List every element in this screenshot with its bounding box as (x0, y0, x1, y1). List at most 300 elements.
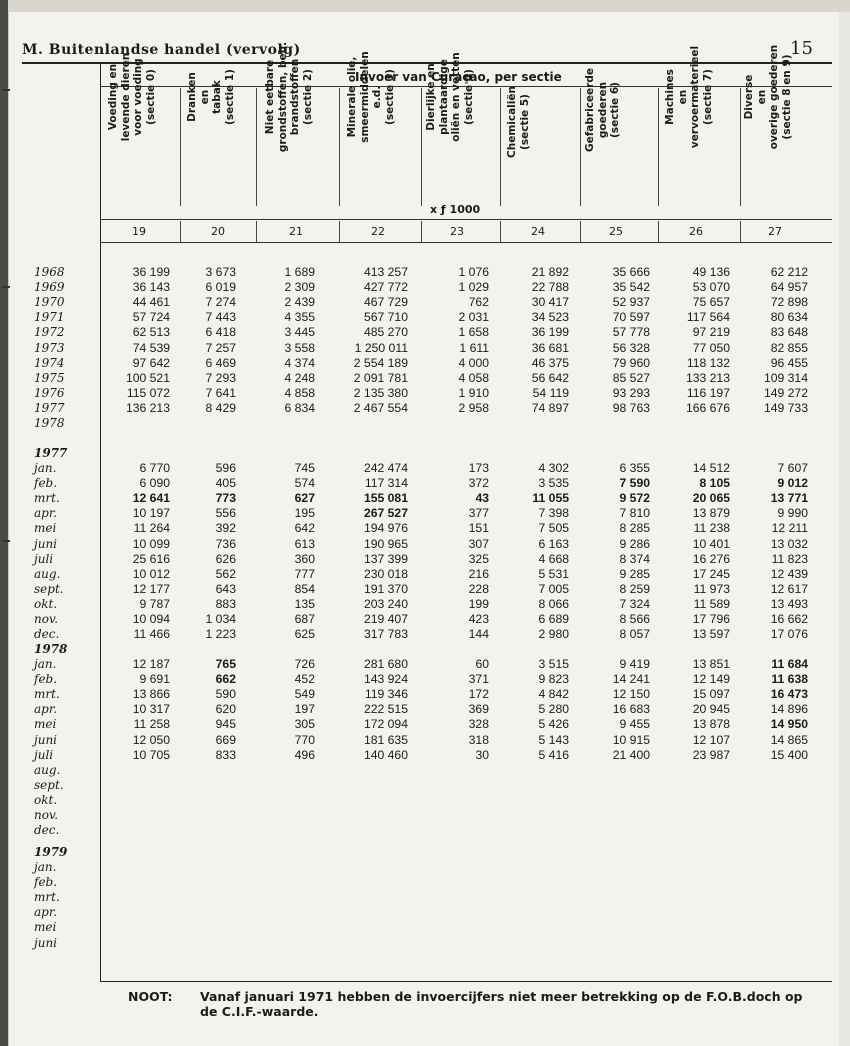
table-cell: 93 293 (612, 385, 650, 400)
table-cell: 60 (475, 657, 489, 671)
table-cell: 8 057 (619, 627, 650, 642)
table-cell: 14 950 (770, 717, 808, 732)
table-cell: 172 (468, 687, 489, 702)
table-cell: 219 407 (363, 612, 408, 626)
column-number-separator (740, 221, 741, 243)
table-cell: 140 460 (363, 747, 408, 762)
table-cell: 7 398 (538, 506, 569, 521)
table-cell: 100 521 (125, 370, 170, 385)
table-cell: 21 400 (612, 747, 650, 762)
table-cell: 8 374 (619, 551, 650, 566)
table-cell: 155 081 (363, 491, 408, 506)
column-number: 20 (211, 225, 225, 238)
table-cell: 1 034 (205, 612, 236, 626)
row-label: sept. (34, 581, 64, 596)
column-number: 19 (132, 225, 146, 238)
table-cell: 5 531 (538, 566, 569, 581)
block-year-title: 1979 (34, 845, 68, 859)
table-cell: 7 810 (619, 506, 650, 521)
table-cell: 8 429 (205, 400, 236, 415)
table-cell: 5 426 (538, 717, 569, 732)
table-cell: 8 566 (619, 612, 650, 626)
table-cell: 625 (294, 627, 315, 642)
table-cell: 12 187 (132, 657, 170, 671)
table-cell: 9 823 (538, 672, 569, 687)
table-cell: 9 455 (619, 717, 650, 732)
table-cell: 1 250 011 (354, 340, 408, 355)
column-number-separator (339, 221, 340, 243)
table-cell: 143 924 (363, 672, 408, 687)
table-cell: 2 439 (284, 295, 315, 310)
block-year-title: 1978 (34, 642, 68, 656)
table-cell: 2 554 189 (353, 355, 408, 370)
table-cell: 883 (215, 596, 236, 611)
table-cell: 11 258 (133, 717, 170, 732)
table-cell: 97 219 (692, 325, 730, 340)
table-cell: 2 031 (458, 310, 489, 325)
table-cell: 5 143 (538, 732, 569, 747)
column-number-rule (100, 242, 832, 243)
table-cell: 116 197 (686, 385, 730, 400)
table-cell: 144 (468, 627, 489, 642)
table-cell: 770 (294, 732, 315, 747)
table-cell: 945 (215, 717, 236, 732)
table-cell: 16 276 (692, 551, 730, 566)
table-cell: 10 099 (132, 536, 170, 551)
table-cell: 12 050 (132, 732, 170, 747)
table-cell: 613 (294, 536, 315, 551)
table-cell: 11 638 (771, 672, 808, 687)
table-cell: 371 (468, 672, 489, 687)
row-label: mei (34, 717, 57, 732)
column-separator (580, 88, 581, 206)
table-cell: 23 987 (692, 747, 730, 762)
row-label: okt. (34, 792, 58, 807)
table-cell: 56 642 (531, 370, 569, 385)
table-cell: 13 851 (692, 657, 730, 671)
page-binding-edge (0, 0, 8, 1046)
table-bottom-rule (100, 981, 832, 982)
table-cell: 6 689 (538, 612, 569, 626)
table-cell: 242 474 (363, 461, 408, 475)
table-cell: 135 (294, 596, 315, 611)
column-separator (658, 88, 659, 206)
table-cell: 52 937 (612, 295, 650, 310)
table-cell: 190 965 (363, 536, 408, 551)
table-cell: 467 729 (363, 295, 408, 310)
table-cell: 7 590 (619, 476, 650, 491)
column-heading-text: Niet eetbare grondstoffen, beh. brandstoffen (sectie 2) (264, 41, 314, 153)
table-cell: 392 (215, 521, 236, 536)
footnote-label: NOOT: (128, 989, 173, 1004)
table-cell: 16 662 (770, 612, 808, 626)
row-label: dec. (34, 823, 60, 838)
table-cell: 10 012 (132, 566, 170, 581)
table-cell: 10 317 (132, 702, 170, 717)
table-cell: 36 143 (132, 280, 170, 295)
table-cell: 372 (468, 476, 489, 491)
table-cell: 36 681 (531, 340, 569, 355)
table-cell: 7 005 (538, 581, 569, 596)
table-cell: 11 589 (693, 596, 730, 611)
row-label: 1978 (34, 416, 65, 430)
table-cell: 80 634 (770, 310, 808, 325)
section-title: Invoer van Curaçao, per sectie (355, 70, 562, 84)
column-number: 21 (289, 225, 303, 238)
table-cell: 35 542 (612, 280, 650, 295)
page-header-title: M. Buitenlandse handel (vervolg) (22, 42, 301, 58)
column-separator (500, 88, 501, 206)
table-cell: 14 241 (612, 672, 650, 687)
table-cell: 21 892 (531, 265, 569, 279)
table-cell: 669 (215, 732, 236, 747)
table-cell: 574 (294, 476, 315, 491)
table-cell: 377 (468, 506, 489, 521)
table-cell: 7 257 (205, 340, 236, 355)
table-cell: 6 770 (139, 461, 170, 475)
row-label: 1976 (34, 385, 65, 400)
row-label: feb. (34, 875, 58, 890)
row-label: 1970 (34, 295, 65, 310)
table-cell: 6 163 (538, 536, 569, 551)
table-cell: 627 (294, 491, 315, 506)
table-cell: 777 (294, 566, 315, 581)
row-label: aug. (34, 566, 61, 581)
table-cell: 4 000 (458, 355, 489, 370)
table-cell: 452 (294, 672, 315, 687)
table-cell: 2 980 (538, 627, 569, 642)
row-label: mrt. (34, 491, 60, 506)
row-label: okt. (34, 596, 58, 611)
column-separator (339, 88, 340, 206)
table-cell: 7 607 (777, 461, 808, 475)
table-cell: 6 355 (619, 461, 650, 475)
column-heading-text: Chemicaliën (sectie 5) (506, 86, 531, 158)
table-cell: 765 (215, 657, 236, 671)
table-cell: 1 689 (284, 265, 315, 279)
table-cell: 2 091 781 (353, 370, 408, 385)
table-cell: 216 (468, 566, 489, 581)
table-cell: 11 238 (693, 521, 730, 536)
table-cell: 62 513 (132, 325, 170, 340)
row-label: 1977 (34, 400, 65, 415)
row-label: 1972 (34, 325, 65, 340)
table-cell: 620 (215, 702, 236, 717)
table-cell: 25 616 (132, 551, 170, 566)
table-cell: 642 (294, 521, 315, 536)
column-heading-text: Voeding en levende dieren voor voeding (sectie 0) (107, 52, 157, 142)
table-cell: 305 (294, 717, 315, 732)
row-label: juni (34, 732, 58, 747)
row-label: 1971 (34, 310, 65, 325)
column-heading-text: Gefabriceerde goederen (sectie 6) (584, 67, 621, 152)
page-number: 15 (790, 38, 813, 59)
table-cell: 137 399 (363, 551, 408, 566)
row-label: juni (34, 536, 58, 551)
table-cell: 1 611 (459, 340, 489, 355)
table-cell: 34 523 (531, 310, 569, 325)
table-cell: 82 855 (770, 340, 808, 355)
row-label: 1968 (34, 265, 65, 279)
table-cell: 79 960 (612, 355, 650, 370)
table-cell: 596 (215, 461, 236, 475)
table-cell: 773 (215, 491, 236, 506)
table-cell: 181 635 (363, 732, 408, 747)
column-heading-text: Machines en vervoermaterieel (sectie 7) (664, 45, 714, 149)
table-cell: 118 132 (686, 355, 730, 370)
table-cell: 687 (294, 612, 315, 626)
table-cell: 43 (475, 491, 489, 506)
table-cell: 13 866 (132, 687, 170, 702)
column-number-separator (658, 221, 659, 243)
margin-mark (2, 89, 10, 91)
table-cell: 4 302 (538, 461, 569, 475)
table-cell: 2 135 380 (353, 385, 408, 400)
table-cell: 14 512 (692, 461, 730, 475)
table-cell: 427 772 (363, 280, 408, 295)
table-cell: 267 527 (363, 506, 408, 521)
table-cell: 75 657 (692, 295, 730, 310)
column-heading-text: Dierlijke en plantaardige oliën en vetten (sectie 4) (425, 52, 475, 142)
table-cell: 36 199 (132, 265, 170, 279)
table-cell: 726 (294, 657, 315, 671)
table-cell: 74 539 (132, 340, 170, 355)
table-cell: 4 058 (458, 370, 489, 385)
table-cell: 762 (468, 295, 489, 310)
row-label: jan. (34, 461, 57, 475)
table-cell: 10 094 (132, 612, 170, 626)
table-cell: 149 733 (763, 400, 808, 415)
table-cell: 151 (468, 521, 489, 536)
table-cell: 44 461 (132, 295, 170, 310)
table-cell: 1 076 (458, 265, 489, 279)
table-cell: 13 032 (770, 536, 808, 551)
table-cell: 833 (215, 747, 236, 762)
row-label: jan. (34, 657, 57, 671)
table-cell: 317 783 (363, 627, 408, 642)
column-separator (421, 88, 422, 206)
table-cell: 562 (215, 566, 236, 581)
table-cell: 325 (468, 551, 489, 566)
table-left-border (100, 63, 101, 981)
table-cell: 9 012 (777, 476, 808, 491)
table-cell: 57 724 (132, 310, 170, 325)
table-cell: 173 (468, 461, 489, 475)
page-top-edge (0, 0, 850, 12)
table-cell: 11 823 (771, 551, 808, 566)
row-label: 1969 (34, 280, 65, 295)
table-cell: 3 535 (538, 476, 569, 491)
table-cell: 17 796 (692, 612, 730, 626)
table-cell: 85 527 (612, 370, 650, 385)
table-cell: 4 355 (284, 310, 315, 325)
row-label: feb. (34, 476, 58, 491)
row-label: mrt. (34, 890, 60, 905)
table-cell: 16 473 (770, 687, 808, 702)
table-cell: 222 515 (363, 702, 408, 717)
table-cell: 307 (468, 536, 489, 551)
table-cell: 20 065 (692, 491, 730, 506)
table-cell: 9 990 (777, 506, 808, 521)
table-cell: 7 324 (619, 596, 650, 611)
row-label: sept. (34, 777, 64, 792)
row-label: 1974 (34, 355, 65, 370)
table-cell: 1 658 (458, 325, 489, 340)
table-cell: 117 314 (364, 476, 408, 491)
table-cell: 7 641 (205, 385, 236, 400)
row-label: 1973 (34, 340, 65, 355)
column-number-separator (180, 221, 181, 243)
table-cell: 4 248 (284, 370, 315, 385)
table-cell: 328 (468, 717, 489, 732)
block-year-title: 1977 (34, 446, 68, 460)
table-cell: 10 401 (692, 536, 730, 551)
column-heading-text: Minerale olie, smeermiddelen e.d. (sectie 3) (346, 51, 396, 143)
table-cell: 1 223 (205, 627, 236, 642)
table-cell: 7 274 (205, 295, 236, 310)
table-cell: 7 443 (205, 310, 236, 325)
table-cell: 626 (215, 551, 236, 566)
table-cell: 413 257 (363, 265, 408, 279)
table-cell: 17 076 (770, 627, 808, 642)
table-cell: 16 683 (612, 702, 650, 717)
table-cell: 11 684 (771, 657, 808, 671)
table-cell: 12 617 (770, 581, 808, 596)
table-cell: 15 400 (770, 747, 808, 762)
column-heading-text: Diverse en overige goederen (sectie 8 en 9) (743, 44, 793, 150)
table-cell: 2 467 554 (353, 400, 408, 415)
row-label: mei (34, 521, 57, 536)
row-label: apr. (34, 506, 58, 521)
table-cell: 228 (468, 581, 489, 596)
row-label: aug. (34, 762, 61, 777)
table-cell: 1 910 (458, 385, 489, 400)
table-cell: 13 597 (692, 627, 730, 642)
table-cell: 2 309 (284, 280, 315, 295)
table-cell: 12 211 (771, 521, 808, 536)
table-cell: 6 418 (205, 325, 236, 340)
table-cell: 56 328 (612, 340, 650, 355)
column-separator (180, 88, 181, 206)
table-cell: 194 976 (363, 521, 408, 536)
table-cell: 8 105 (699, 476, 730, 491)
table-cell: 496 (294, 747, 315, 762)
row-label: apr. (34, 905, 58, 920)
column-number: 26 (689, 225, 703, 238)
table-cell: 4 668 (538, 551, 569, 566)
table-cell: 10 705 (132, 747, 170, 762)
column-number: 23 (450, 225, 464, 238)
column-separator (740, 88, 741, 206)
table-cell: 77 050 (692, 340, 730, 355)
table-cell: 12 150 (612, 687, 650, 702)
footnote-text: Vanaf januari 1971 hebben de invoercijfers niet meer betrekking op de F.O.B.doch op de C.I.F.-waarde. (200, 989, 803, 1019)
table-cell: 7 505 (538, 521, 569, 536)
table-cell: 53 070 (692, 280, 730, 295)
table-cell: 281 680 (363, 657, 408, 671)
column-heading-rule (100, 219, 832, 220)
table-cell: 12 149 (692, 672, 730, 687)
table-cell: 3 445 (284, 325, 315, 340)
table-cell: 13 878 (692, 717, 730, 732)
column-number: 22 (371, 225, 385, 238)
table-cell: 745 (294, 461, 315, 475)
table-cell: 4 374 (284, 355, 315, 370)
table-cell: 318 (468, 732, 489, 747)
table-cell: 166 676 (685, 400, 730, 415)
table-cell: 12 439 (770, 566, 808, 581)
table-cell: 14 865 (770, 732, 808, 747)
table-cell: 17 245 (692, 566, 730, 581)
table-cell: 54 119 (532, 385, 569, 400)
table-cell: 7 293 (205, 370, 236, 385)
table-cell: 96 455 (770, 355, 808, 370)
table-cell: 13 771 (770, 491, 808, 506)
table-cell: 30 417 (531, 295, 569, 310)
table-cell: 36 199 (531, 325, 569, 340)
table-cell: 9 286 (619, 536, 650, 551)
table-cell: 203 240 (363, 596, 408, 611)
table-cell: 11 055 (532, 491, 569, 506)
column-number-separator (580, 221, 581, 243)
row-label: nov. (34, 808, 59, 822)
row-label: feb. (34, 672, 58, 687)
row-label: nov. (34, 612, 59, 626)
table-cell: 35 666 (612, 265, 650, 279)
table-cell: 5 416 (538, 747, 569, 762)
row-label: mrt. (34, 687, 60, 702)
row-label: juli (34, 747, 54, 762)
table-cell: 1 029 (458, 280, 489, 295)
table-cell: 9 285 (619, 566, 650, 581)
row-label: apr. (34, 702, 58, 717)
table-cell: 567 710 (363, 310, 408, 325)
table-cell: 9 691 (139, 672, 170, 687)
table-cell: 13 493 (770, 596, 808, 611)
table-cell: 8 285 (619, 521, 650, 536)
table-cell: 195 (294, 506, 315, 521)
table-cell: 485 270 (363, 325, 408, 340)
table-cell: 199 (468, 596, 489, 611)
table-cell: 12 177 (132, 581, 170, 596)
unit-label: x ƒ 1000 (430, 203, 481, 216)
table-cell: 854 (294, 581, 315, 596)
table-cell: 360 (294, 551, 315, 566)
table-cell: 8 066 (538, 596, 569, 611)
column-number: 24 (531, 225, 545, 238)
table-cell: 13 879 (692, 506, 730, 521)
row-label: 1975 (34, 370, 65, 385)
column-number-separator (500, 221, 501, 243)
table-cell: 83 648 (770, 325, 808, 340)
column-number-separator (421, 221, 422, 243)
table-cell: 115 072 (126, 385, 170, 400)
table-cell: 11 973 (693, 581, 730, 596)
table-cell: 4 858 (284, 385, 315, 400)
table-cell: 3 558 (284, 340, 315, 355)
table-cell: 98 763 (612, 400, 650, 415)
row-label: dec. (34, 627, 60, 642)
table-cell: 736 (215, 536, 236, 551)
table-cell: 72 898 (770, 295, 808, 310)
row-label: juli (34, 551, 54, 566)
table-cell: 11 264 (133, 521, 170, 536)
column-number-separator (256, 221, 257, 243)
table-cell: 556 (215, 506, 236, 521)
column-heading-text: Dranken en tabak (sectie 1) (186, 69, 236, 125)
table-cell: 230 018 (363, 566, 408, 581)
table-cell: 49 136 (692, 265, 730, 279)
